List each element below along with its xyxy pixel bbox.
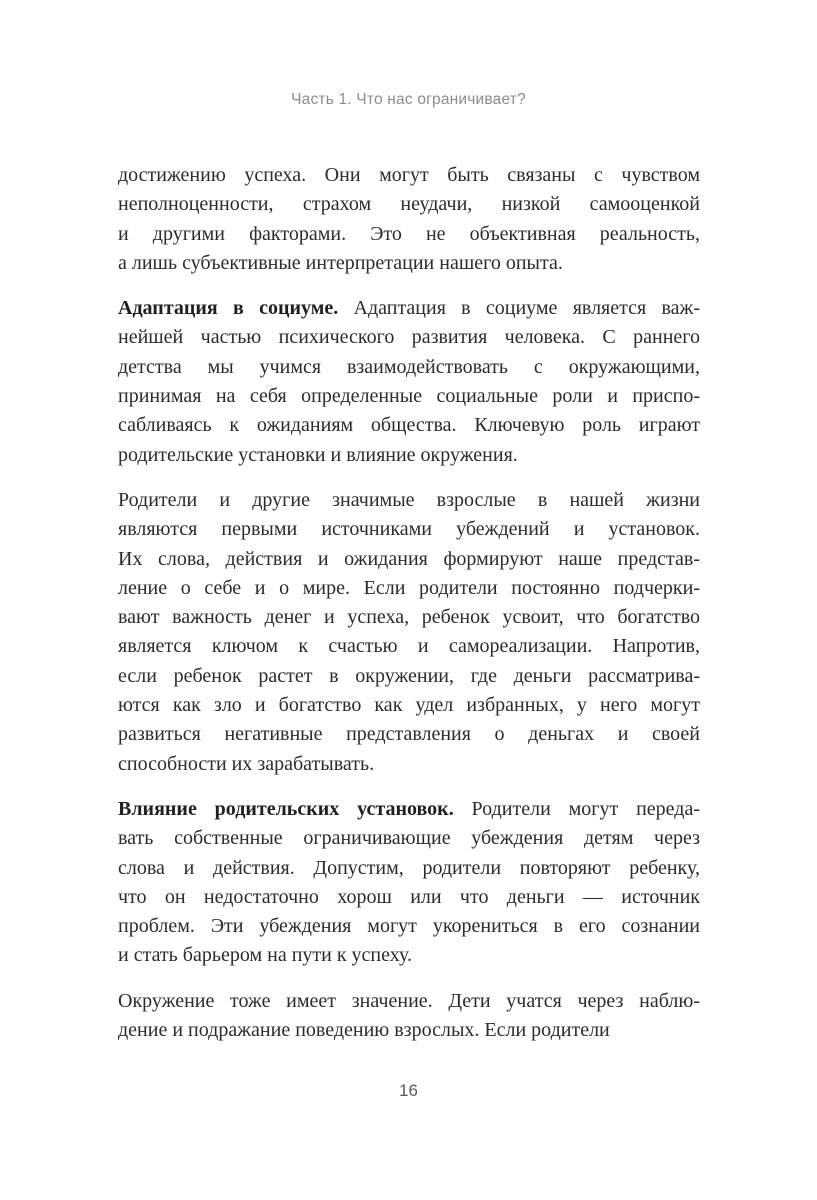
text-line: способности их зарабатывать. bbox=[118, 752, 375, 775]
text-line: а лишь субъективные интерпретации нашего опыта. bbox=[118, 251, 563, 274]
text-line: Влияние родительских установок. Родители могут переда- bbox=[118, 797, 700, 820]
text-line: Родители и другие значимые взрослые в нашей жизни bbox=[118, 488, 700, 511]
text-line: достижению успеха. Они могут быть связаны с чувством bbox=[118, 164, 700, 186]
paragraph-lead: Влияние родительских установок. bbox=[118, 797, 454, 820]
paragraph bbox=[118, 161, 700, 278]
text-line: нейшей частью психического развития человека. С раннего bbox=[118, 326, 700, 349]
page-number: 16 bbox=[399, 1081, 418, 1100]
text-line: что он недостаточно хорош или что деньги — источник bbox=[118, 885, 700, 908]
text-line: если ребенок растет в окружении, где деньги рассматрива- bbox=[118, 664, 700, 687]
text-line: детства мы учимся взаимодействовать с окружающими, bbox=[118, 355, 700, 378]
text-line: Их слова, действия и ожидания формируют наше представ- bbox=[118, 547, 700, 570]
paragraph bbox=[118, 294, 700, 470]
text-line: и другими факторами. Это не объективная реальность, bbox=[118, 222, 700, 245]
text-line: Адаптация в социуме. Адаптация в социуме является важ- bbox=[118, 297, 700, 320]
text-line: дение и подражание поведению взрослых. Если родители bbox=[118, 1019, 610, 1042]
text-line: ление о себе и о мире. Если родители постоянно подчерки- bbox=[118, 576, 700, 599]
text-line: принимая на себя определенные социальные роли и приспо- bbox=[118, 385, 700, 408]
running-head: Часть 1. Что нас ограничивает? bbox=[291, 91, 526, 108]
paragraph bbox=[118, 987, 700, 1046]
text-line: вают важность денег и успеха, ребенок усвоит, что богатство bbox=[118, 606, 700, 629]
text-line: Окружение тоже имеет значение. Дети учатся через наблю- bbox=[118, 989, 700, 1012]
text-line: родительские установки и влияние окружения. bbox=[118, 443, 518, 466]
paragraph bbox=[118, 795, 700, 971]
text-line: вать собственные ограничивающие убеждения детям через bbox=[118, 827, 700, 850]
text-line: сабливаясь к ожиданиям общества. Ключевую роль играют bbox=[118, 414, 700, 437]
text-line: проблем. Эти убеждения могут укорениться в его сознании bbox=[118, 915, 700, 938]
text-line: слова и действия. Допустим, родители повторяют ребенку, bbox=[118, 856, 700, 879]
text-line: развиться негативные представления о деньгах и своей bbox=[118, 723, 700, 746]
text-line: неполноценности, страхом неудачи, низкой самооценкой bbox=[118, 193, 700, 216]
text-line: и стать барьером на пути к успеху. bbox=[118, 944, 412, 967]
text-line: ются как зло и богатство как удел избранных, у него могут bbox=[118, 694, 700, 717]
page-body-text bbox=[118, 161, 700, 1045]
paragraph bbox=[118, 486, 700, 779]
paragraph-lead: Адаптация в социуме. bbox=[118, 297, 339, 320]
text-line: является ключом к счастью и самореализации. Напротив, bbox=[118, 635, 700, 658]
text-line: являются первыми источниками убеждений и установок. bbox=[118, 518, 700, 541]
